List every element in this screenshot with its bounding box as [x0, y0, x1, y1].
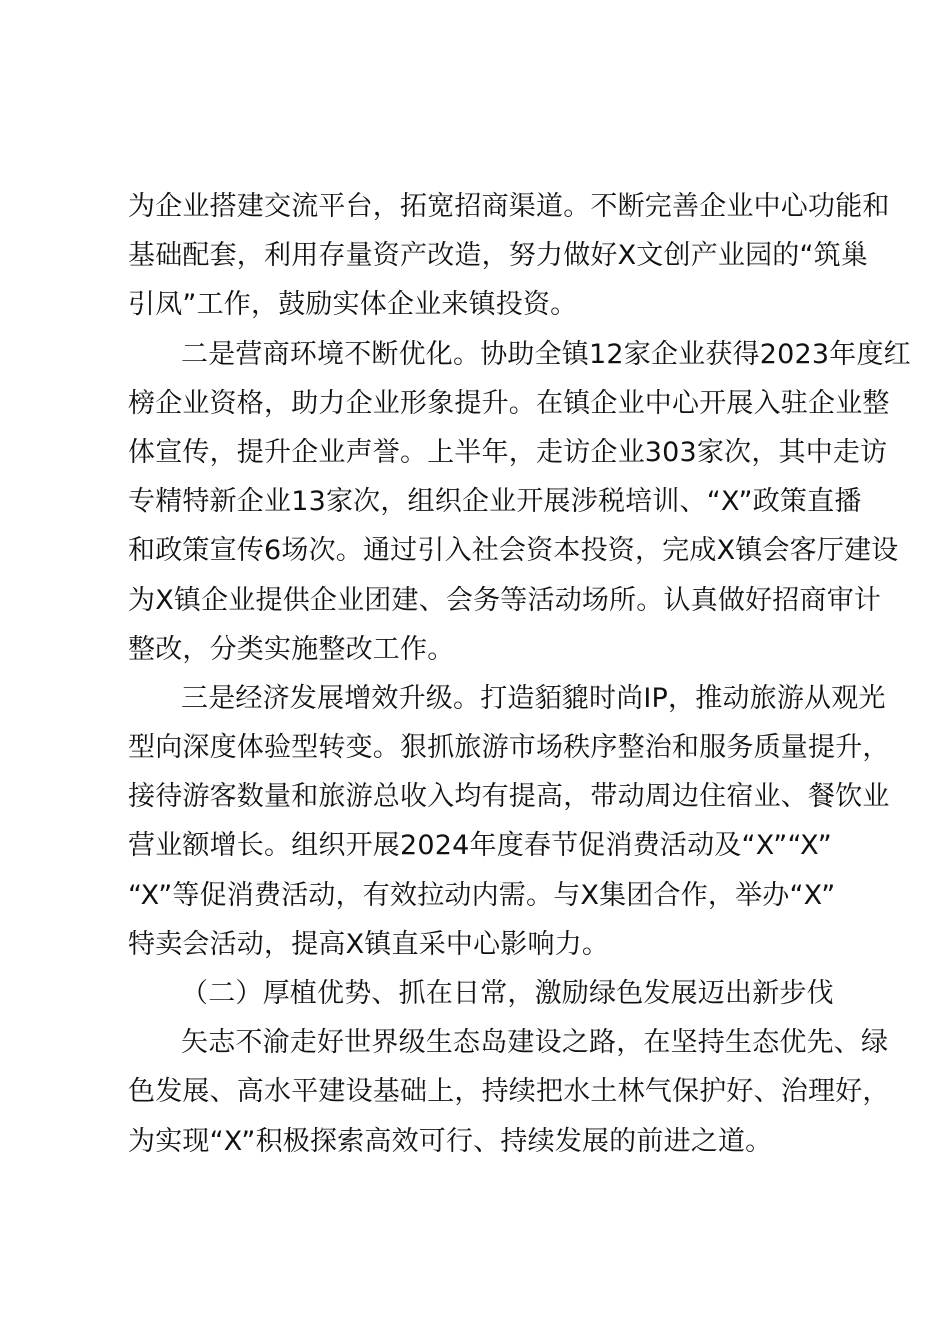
paragraph-line: 为X镇企业提供企业团建、会务等活动场所。认真做好招商审计	[128, 584, 882, 616]
document-body	[128, 182, 911, 1166]
paragraph-line: 专精特新企业13家次，组织企业开展涉税培训、“X”政策直播	[128, 486, 862, 518]
paragraph-line: 矢志不渝走好世界级生态岛建设之路，在坚持生态优先、绿	[181, 1027, 889, 1059]
section-heading: （二）厚植优势、抓在日常，激励绿色发展迈出新步伐	[181, 978, 834, 1009]
paragraph-line: 特卖会活动，提高X镇直采中心影响力。	[128, 928, 610, 960]
paragraph-line: 和政策宣传6场次。通过引入社会资本投资，完成X镇会客厅建设	[128, 535, 899, 567]
paragraph-line: 整改，分类实施整改工作。	[128, 633, 455, 665]
paragraph-line: “X”等促消费活动，有效拉动内需。与X集团合作，举办“X”	[128, 879, 836, 911]
paragraph-line: 体宣传，提升企业声誉。上半年，走访企业303家次，其中走访	[128, 436, 888, 468]
paragraph-line: 为实现“X”积极探索高效可行、持续发展的前进之道。	[128, 1125, 773, 1157]
paragraph-line: 榜企业资格，助力企业形象提升。在镇企业中心开展入驻企业整	[128, 387, 890, 419]
paragraph-line: 为企业搭建交流平台，拓宽招商渠道。不断完善企业中心功能和	[128, 191, 890, 222]
paragraph-line: 基础配套，利用存量资产改造，努力做好X文创产业园的“筑巢	[128, 240, 869, 272]
paragraph-line: 型向深度体验型转变。狠抓旅游市场秩序整治和服务质量提升，	[128, 732, 890, 764]
paragraph-line: 三是经济发展增效升级。打造貊貔时尚IP，推动旅游从观光	[181, 682, 886, 714]
paragraph-line: 色发展、高水平建设基础上，持续把水土林气保护好、治理好，	[128, 1076, 890, 1108]
paragraph-line: 营业额增长。组织开展2024年度春节促消费活动及“X”“X”	[128, 830, 832, 862]
paragraph-line: 引凤”工作，鼓励实体企业来镇投资。	[128, 289, 578, 321]
paragraph-line: 接待游客数量和旅游总收入均有提高，带动周边住宿业、餐饮业	[128, 781, 890, 813]
paragraph-line: 二是营商环境不断优化。协助全镇12家企业获得2023年度红	[181, 338, 911, 370]
